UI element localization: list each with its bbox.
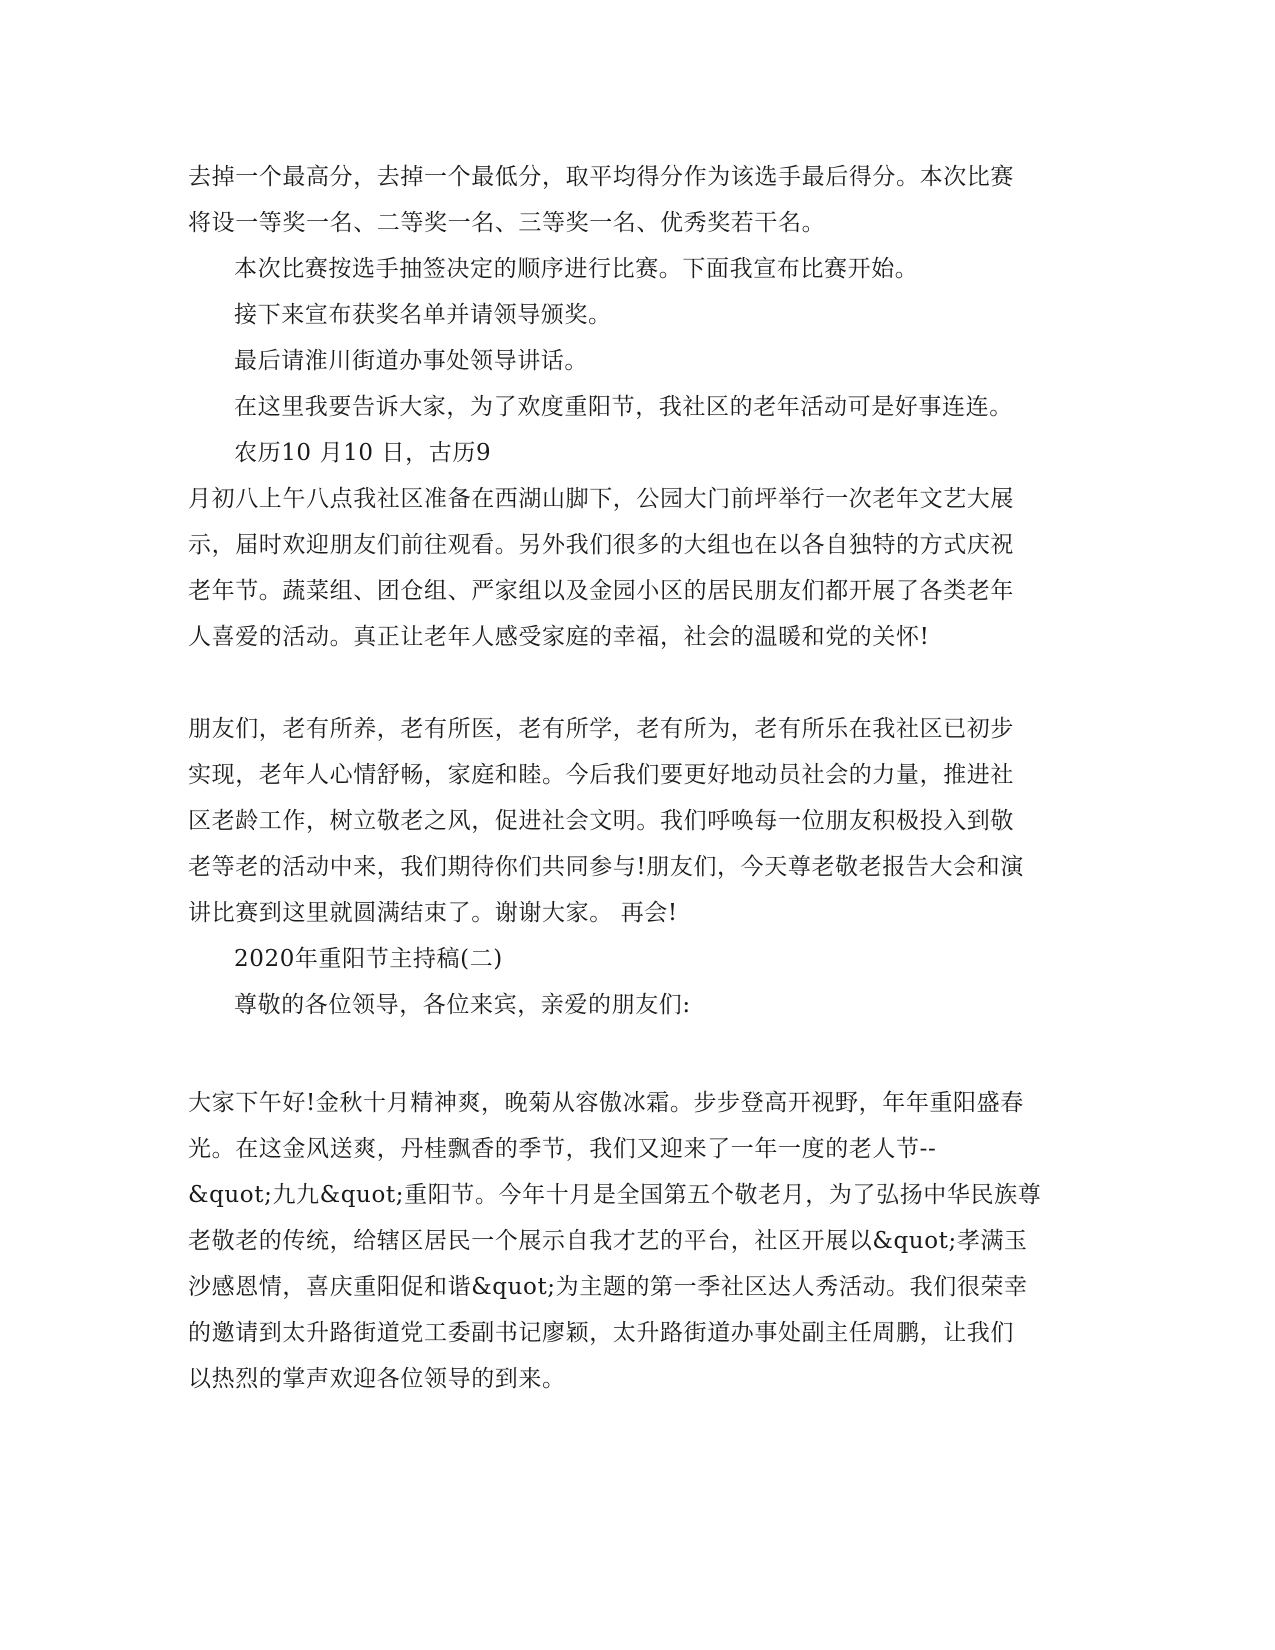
text-line-22: 老敬老的传统，给辖区居民一个展示自我才艺的平台，社区开展以&quot;孝满玉 [188,1228,1028,1254]
text-line-12: 朋友们，老有所养，老有所医，老有所学，老有所为，老有所乐在我社区已初步 [188,716,1014,742]
text-line-15: 老等老的活动中来，我们期待你们共同参与!朋友们，今天尊老敬老报告大会和演 [188,854,1024,880]
text-line-20: 光。在这金风送爽，丹桂飘香的季节，我们又迎来了一年一度的老人节-- [188,1136,937,1162]
text-line-13: 实现，老年人心情舒畅，家庭和睦。今后我们要更好地动员社会的力量，推进社 [188,762,1014,788]
text-line-14: 区老龄工作，树立敬老之风，促进社会文明。我们呼唤每一位朋友积极投入到敬 [188,808,1014,834]
text-line-6: 在这里我要告诉大家，为了欢度重阳节，我社区的老年活动可是好事连连。 [234,394,1013,420]
text-line-16: 讲比赛到这里就圆满结束了。谢谢大家。 再会! [188,900,678,926]
text-line-1: 去掉一个最高分，去掉一个最低分，取平均得分作为该选手最后得分。本次比赛 [188,164,1014,190]
text-line-5: 最后请淮川街道办事处领导讲话。 [234,348,588,374]
text-line-11: 人喜爱的活动。真正让老年人感受家庭的幸福，社会的温暖和党的关怀! [188,624,930,650]
text-line-10: 老年节。蔬菜组、团仓组、严家组以及金园小区的居民朋友们都开展了各类老年 [188,578,1014,604]
text-line-7: 农历10 月10 日，古历9 [234,440,492,466]
text-line-9: 示，届时欢迎朋友们前往观看。另外我们很多的大组也在以各自独特的方式庆祝 [188,532,1014,558]
section-title: 2020年重阳节主持稿(二) [234,946,503,972]
text-line-4: 接下来宣布获奖名单并请领导颁奖。 [234,302,612,328]
text-line-2: 将设一等奖一名、二等奖一名、三等奖一名、优秀奖若干名。 [188,210,826,236]
text-line-25: 以热烈的掌声欢迎各位领导的到来。 [188,1366,566,1392]
text-line-18: 尊敬的各位领导，各位来宾，亲爱的朋友们: [234,992,691,1018]
text-line-21: &quot;九九&quot;重阳节。今年十月是全国第五个敬老月，为了弘扬中华民族尊 [188,1182,1042,1208]
text-line-3: 本次比赛按选手抽签决定的顺序进行比赛。下面我宣布比赛开始。 [234,256,919,282]
text-line-23: 沙感恩情，喜庆重阳促和谐&quot;为主题的第一季社区达人秀活动。我们很荣幸 [188,1274,1028,1300]
text-line-24: 的邀请到太升路街道党工委副书记廖颖，太升路街道办事处副主任周鹏，让我们 [188,1320,1014,1346]
text-line-19: 大家下午好!金秋十月精神爽，晚菊从容傲冰霜。步步登高开视野，年年重阳盛春 [188,1090,1024,1116]
text-line-8: 月初八上午八点我社区准备在西湖山脚下，公园大门前坪举行一次老年文艺大展 [188,486,1014,512]
